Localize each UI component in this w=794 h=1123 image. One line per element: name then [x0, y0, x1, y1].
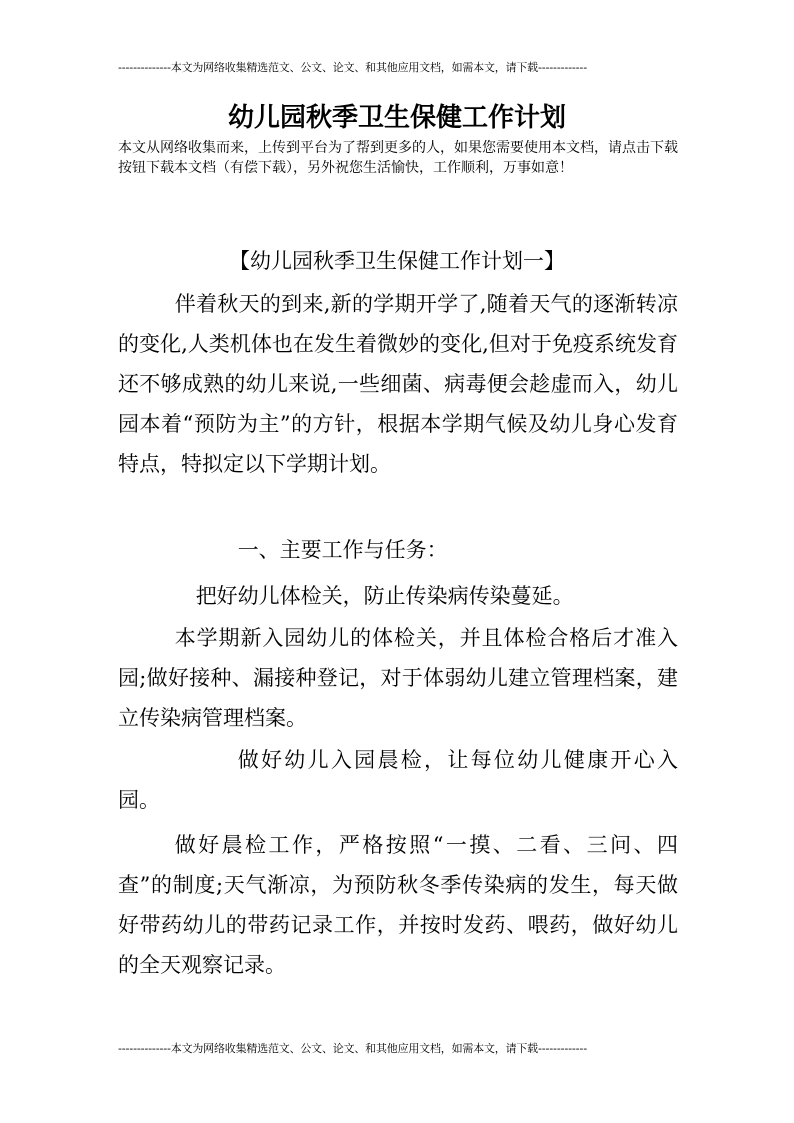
paragraph-morning-check-details: 做好晨检工作，严格按照“一摸、二看、三问、四查”的制度;天气渐凉，为预防秋冬季传染病的发生，每天做好带药幼儿的带药记录工作，并按时发药、喂药，做好幼儿的全天观察记录。	[118, 833, 678, 977]
page-header-banner: --------------本文为网络收集精选范文、公文、论文、和其他应用文档，如需本文，请下载-------------	[118, 61, 587, 74]
section-heading: 【幼儿园秋季卫生保健工作计划一】	[229, 249, 565, 273]
document-title: 幼儿园秋季卫生保健工作计划	[227, 103, 566, 133]
intro-notice: 本文从网络收集而来，上传到平台为了帮到更多的人，如果您需要使用本文档，请点击下载按钮下载本文档（有偿下载），另外祝您生活愉快，工作顺利，万事如意！	[118, 140, 678, 176]
paragraph-new-enrollment: 本学期新入园幼儿的体检关，并且体检合格后才准入园;做好接种、漏接种登记，对于体弱幼儿建立管理档案，建立传染病管理档案。	[118, 626, 678, 730]
paragraph-intro: 伴着秋天的到来,新的学期开学了,随着天气的逐渐转凉的变化,人类机体也在发生着微妙的变化,但对于免疫系统发育还不够成熟的幼儿来说,一些细菌、病毒便会趁虚而入，幼儿园本着“预防为主”的方针，根据本学期气候及幼儿身心发育特点，特拟定以下学期计划。	[118, 292, 678, 476]
page-footer-banner: --------------本文为网络收集精选范文、公文、论文、和其他应用文档，如需本文，请下载-------------	[118, 1042, 587, 1055]
paragraph-health-check: 把好幼儿体检关，防止传染病传染蔓延。	[195, 584, 574, 608]
paragraph-morning-check: 做好幼儿入园晨检，让每位幼儿健康开心入园。	[118, 748, 678, 812]
paragraph-main-tasks-heading: 一、主要工作与任务：	[237, 538, 448, 562]
